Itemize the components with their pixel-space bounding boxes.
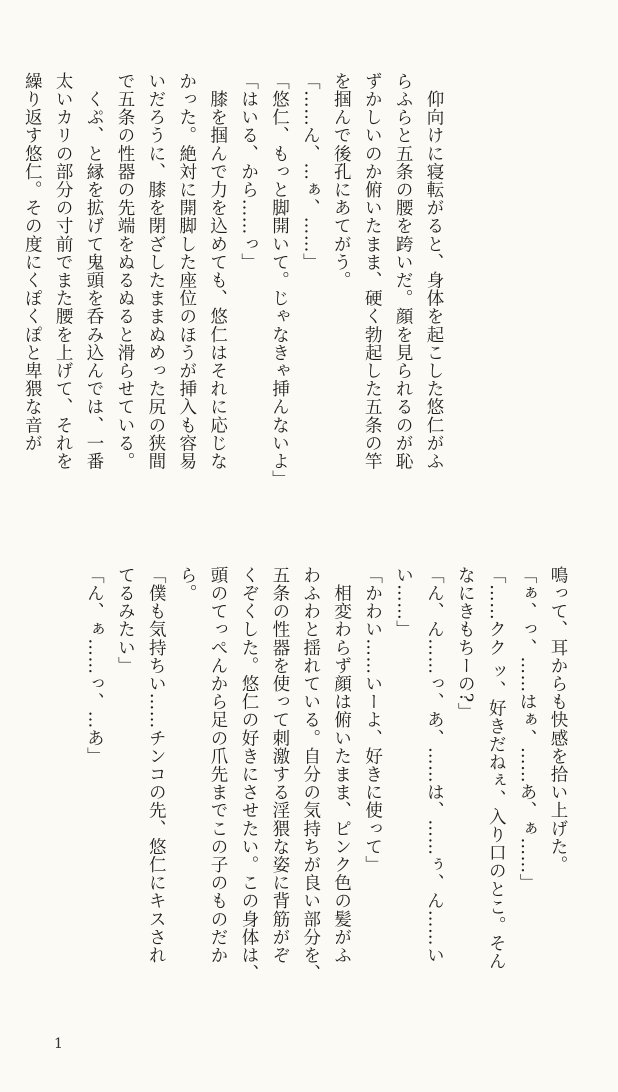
text-line: 膝を掴んで力を込めても、悠仁はそれに応じな — [207, 72, 228, 471]
text-line: 太いカリの部分の寸前でまた腰を上げて、それを — [53, 72, 74, 471]
text-line: 「……クク ッ、好きだねぇ、入り口のとこ。そん — [486, 566, 507, 971]
text-line: てるみたい」 — [115, 566, 136, 675]
text-line: 「かわい……いーよ、好きに使って」 — [362, 566, 383, 874]
text-line: 「ん、ぁ……っ、…あ」 — [84, 566, 105, 766]
text-line: 仰向けに寝転がると、身体を起こした悠仁がふ — [424, 72, 444, 471]
text-line: くぷ、と縁を拡げて鬼頭を呑み込んでは、一番 — [84, 72, 105, 471]
text-line: 「僕も気持ちい……チンコの先、悠仁にキスされ — [146, 566, 167, 965]
text-line: ら。 — [177, 566, 198, 603]
text-line: なにきもちーの?」 — [455, 566, 476, 721]
text-line: らふらと五条の腰を跨いだ。顔を見られるのが恥 — [393, 72, 414, 471]
text-line: 頭のてっぺんから足の爪先までこの子のものだか — [208, 566, 229, 965]
text-line: を掴んで後孔にあてがう。 — [331, 72, 352, 290]
upper-text-block — [15, 72, 449, 532]
text-line: かった。絶対に開脚した座位のほうが挿入も容易 — [176, 72, 197, 471]
text-line: ずかしいのか俯いたまま、硬く勃起した五条の竿 — [362, 72, 383, 471]
text-line: いだろうに、膝を閉ざしたままぬめった尻の狭間 — [145, 72, 166, 471]
text-line: 「……ん、…ぁ、……」 — [300, 72, 321, 272]
text-line: 鳴って、耳からも快感を拾い上げた。 — [548, 566, 568, 874]
text-line: 「はいる、から……っ」 — [238, 72, 259, 272]
text-line: わふわと揺れている。自分の気持ちが良い部分を、 — [300, 566, 321, 983]
lower-text-block — [84, 566, 573, 1006]
text-line: くぞくした。悠仁の好きにさせたい。この身体は、 — [238, 566, 259, 983]
text-line: 「ぁ、っ、……はぁ、……あ、ぁ……」 — [517, 566, 538, 892]
text-line: 繰り返す悠仁。その度にくぽくぽと卑猥な音が — [22, 72, 43, 453]
text-line: 「悠仁、もっと脚開いて。じゃなきゃ挿んないよ」 — [269, 72, 290, 489]
text-line: 「ん、ん……っ、あ、……は、……ぅ、ん……い — [424, 566, 445, 965]
text-line: で五条の性器の先端をぬるぬると滑らせている。 — [114, 72, 135, 471]
text-line: い……」 — [393, 566, 414, 639]
text-line: 五条の性器を使って刺激する淫猥な姿に背筋がぞ — [269, 566, 290, 965]
page-number: 1 — [54, 1036, 63, 1052]
text-line: 相変わらず顔は俯いたまま、ピンク色の髪がふ — [331, 566, 352, 965]
